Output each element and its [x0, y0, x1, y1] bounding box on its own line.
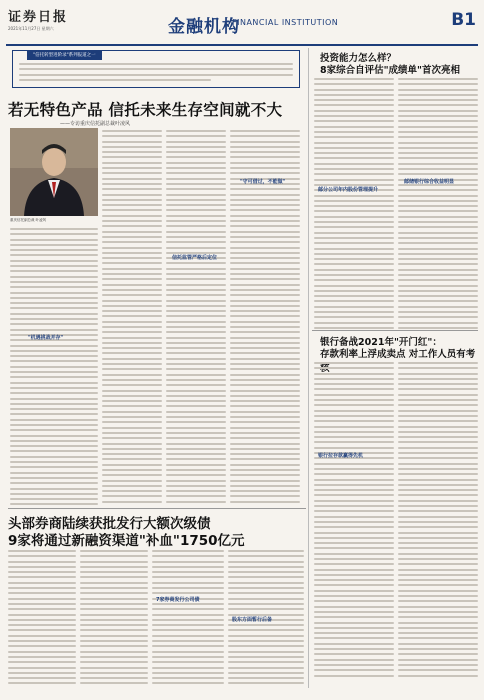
subhead: "守可借过，不能做": [240, 179, 286, 185]
section-divider: [8, 508, 306, 509]
subhead: 信托监管严格后定位: [172, 255, 218, 261]
lead-story-column: [230, 130, 300, 506]
right-mid-headline-2: 存款利率上浮成卖点 对工作人员有考: [320, 349, 476, 360]
subhead: "机遇挑战并存": [28, 335, 64, 341]
photo-caption: 重庆信托副总裁 叶凌风: [10, 218, 47, 222]
column-divider: [308, 48, 309, 688]
right-top-headline-1: 投资能力怎么样？: [320, 53, 397, 64]
interviewee-photo: [10, 128, 98, 216]
lead-headline: 若无特色产品 信托未来生存空间就不大: [8, 101, 283, 119]
masthead: [6, 6, 478, 46]
lead-story-column: [102, 130, 162, 506]
bottom-headline-2: 9家将通过新融资渠道"补血"1750亿元: [8, 533, 245, 549]
subhead: 邮储银行综合收益明显: [404, 179, 455, 185]
bottom-story-column: [8, 550, 76, 686]
lead-story-column: [10, 228, 98, 506]
subhead: 股东方面暂行后备: [232, 617, 273, 623]
right-top-headline-2: 8家综合自评估"成绩单"首次亮相: [320, 65, 461, 76]
series-intro-box: [12, 50, 300, 88]
subhead: 7家券商发行公司债: [156, 597, 200, 603]
subhead: 邮分公司年内股份管理提升: [318, 187, 379, 193]
bottom-story-column: [80, 550, 148, 686]
bottom-headline-1: 头部券商陆续获批发行大额次级债: [8, 516, 211, 532]
issue-date: 2021年11月27日 星期六: [8, 26, 54, 31]
right-top-column: [398, 78, 478, 330]
page-number: B1: [451, 10, 476, 30]
intro-text: [19, 63, 293, 84]
right-top-column: [314, 78, 394, 330]
section-title: 金融机构: [168, 17, 240, 37]
section-title-en: FINANCIAL INSTITUTION: [232, 18, 339, 27]
right-mid-headline-1: 银行备战2021年"开门红"：: [320, 337, 442, 348]
lead-story-column: [166, 130, 226, 506]
lead-subheadline: ——专访重庆信托副总裁叶凌风: [60, 121, 131, 127]
subhead: 银行拉存款赢得先机: [318, 453, 364, 459]
bottom-story-column: [152, 550, 224, 686]
right-mid-column: [398, 362, 478, 684]
section-divider: [312, 330, 478, 331]
series-tag: "信托转型进阶录"系列报道之一: [27, 50, 102, 60]
right-mid-column: [314, 362, 394, 684]
paper-name: 证券日报: [8, 10, 69, 25]
